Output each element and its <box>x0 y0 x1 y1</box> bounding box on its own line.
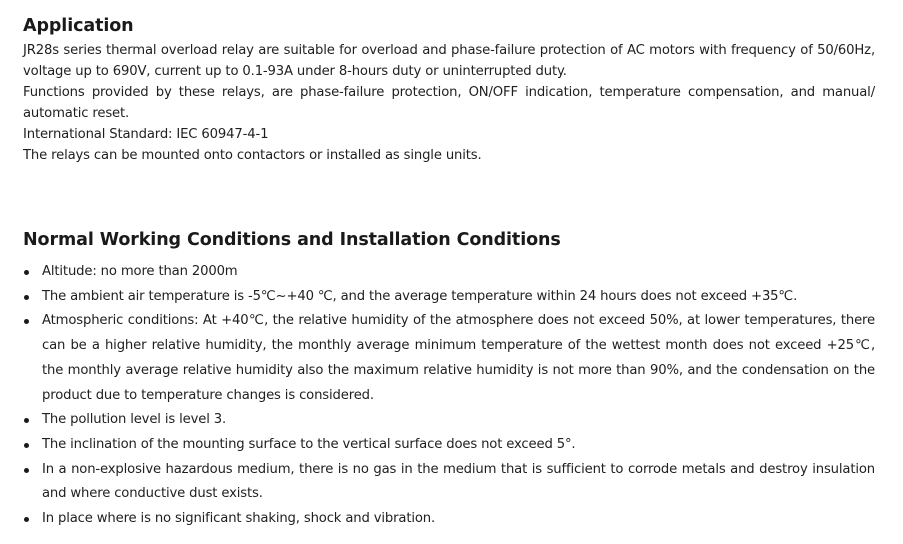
bullet-icon <box>24 319 29 324</box>
application-body <box>23 40 875 166</box>
application-paragraph: International Standard: IEC 60947-4-1 <box>23 127 269 142</box>
bullet-icon <box>24 443 29 448</box>
list-item-text: In a non-explosive hazardous medium, there is no gas in the medium that is sufficient to corrode metals and destroy insulation and where conductive dust exists. <box>42 461 875 502</box>
bullet-icon <box>24 468 29 473</box>
list-item <box>23 433 875 458</box>
list-item-text: Atmospheric conditions: At +40℃, the relative humidity of the atmosphere does not exceed 50%, at lower temperatures, there can be a higher relative humidity, the monthly average minimum temperature of the wettest month does not exceed +25℃, the monthly average relative humidity also the maximum relative humidity is not more than 90%, and the condensation on the product due to temperature changes is considered. <box>42 313 875 403</box>
conditions-list <box>23 260 875 532</box>
list-item <box>23 285 875 310</box>
list-item <box>23 408 875 433</box>
conditions-section <box>23 228 875 532</box>
bullet-icon <box>24 270 29 275</box>
application-heading: Application <box>23 16 134 36</box>
application-section <box>23 14 875 166</box>
application-paragraph: The relays can be mounted onto contactors or installed as single units. <box>23 148 482 163</box>
list-item-text: The inclination of the mounting surface to the vertical surface does not exceed 5°. <box>42 436 576 452</box>
list-item <box>23 260 875 285</box>
conditions-heading: Normal Working Conditions and Installation Conditions <box>23 230 561 250</box>
application-paragraph: Functions provided by these relays, are phase-failure protection, ON/OFF indication, temperature compensation, and manual/ automatic reset. <box>23 85 875 121</box>
list-item-text: Altitude: no more than 2000m <box>42 264 238 279</box>
list-item <box>23 309 875 408</box>
list-item-text: The ambient air temperature is -5℃~+40 ℃, and the average temperature within 24 hours does not exceed +35℃. <box>42 288 798 304</box>
bullet-icon <box>24 517 29 522</box>
list-item <box>23 458 875 507</box>
list-item-text: In place where is no significant shaking, shock and vibration. <box>42 511 436 527</box>
application-paragraph: JR28s series thermal overload relay are suitable for overload and phase-failure protection of AC motors with frequency of 50/60Hz, voltage up to 690V, current up to 0.1-93A under 8-hours duty or uninterrupted duty. <box>23 43 875 79</box>
list-item <box>23 507 875 532</box>
bullet-icon <box>24 418 29 423</box>
list-item-text: The pollution level is level 3. <box>42 412 227 428</box>
bullet-icon <box>24 295 29 300</box>
